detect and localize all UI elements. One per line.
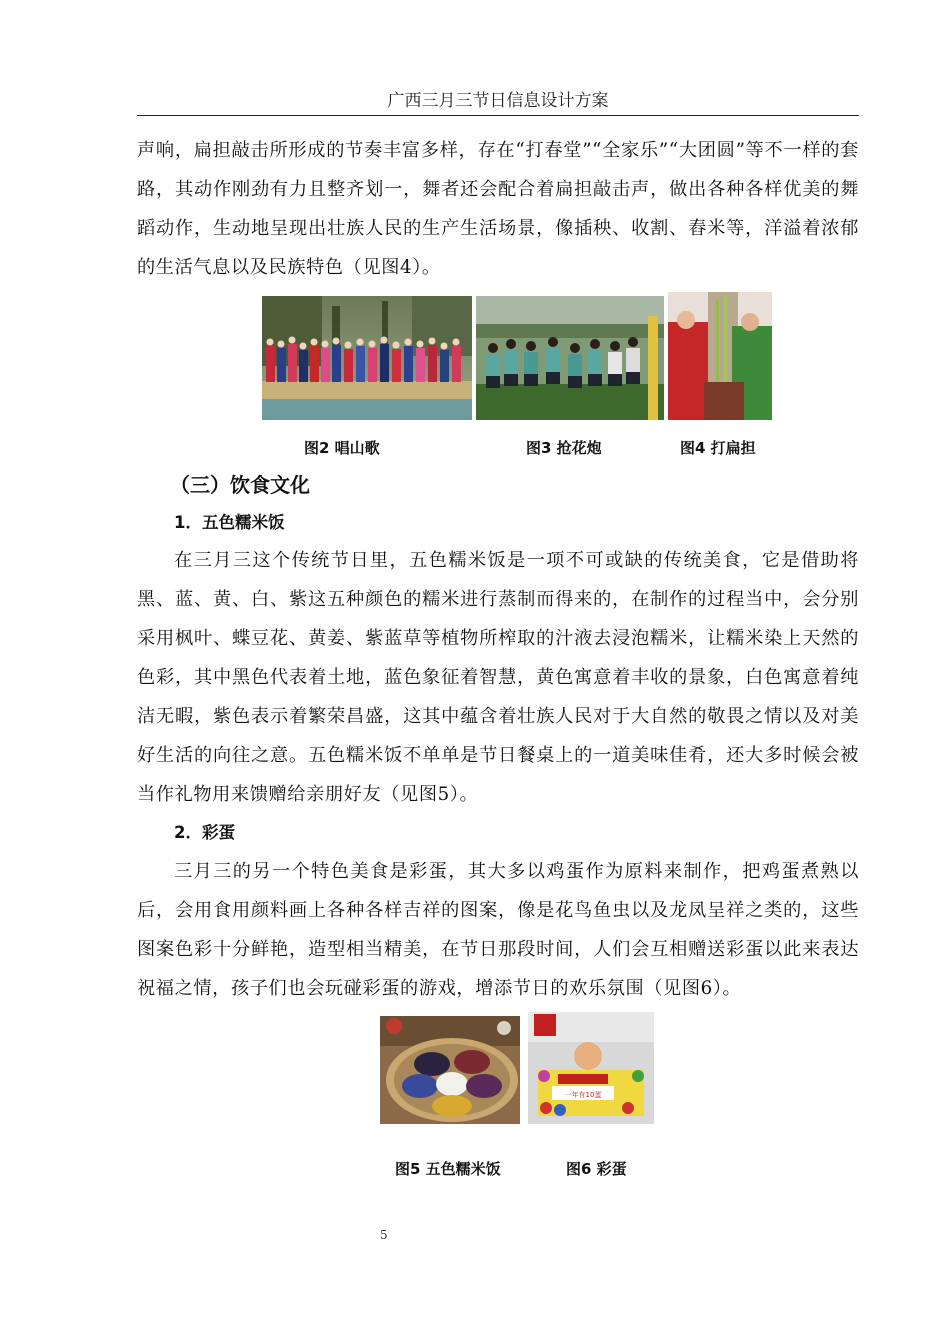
figure-caption-fig3: 图3 抢花炮 (526, 439, 602, 457)
header-rule (137, 115, 859, 116)
photo-singing (262, 296, 472, 420)
figure-caption-fig4: 图4 打扁担 (680, 439, 756, 457)
paragraph-dance: 声响，扁担敲击所形成的节奏丰富多样，存在“打春堂”“全家乐”“大团圆”等不一样的套路，其动作刚劲有力且整齐划一，舞者还会配合着扁担敲击声，做出各种各样优美的舞蹈动作，生动地呈现出壮族人民的生产生活场景，像插秧、收割、舂米等，洋溢着浓郁的生活气息以及民族特色（见图4）。 (137, 140, 859, 278)
paragraph-rice: 在三月三这个传统节日里，五色糯米饭是一项不可或缺的传统美食，它是借助将黑、蓝、黄、白、紫这五种颜色的糯米进行蒸制而得来的，在制作的过程当中，会分别采用枫叶、蝶豆花、黄姜、紫蓝草等植物所榨取的汁液去浸泡糯米，让糯米染上天然的色彩，其中黑色代表着土地，蓝色象征着智慧，黄色寓意着丰收的景象，白色寓意着纯洁无暇，紫色表示着繁荣昌盛，这其中蕴含着壮族人民对于大自然的敬畏之情以及对美好生活的向往之意。五色糯米饭不单单是节日餐桌上的一道美味佳肴，还大多时候会被当作礼物用来馈赠给亲朋好友（见图5）。 (137, 550, 859, 805)
figure-caption-fig6: 图6 彩蛋 (566, 1160, 627, 1178)
figure-caption-fig5: 图5 五色糯米饭 (395, 1160, 501, 1178)
photo-five-color-rice (380, 1016, 520, 1124)
photo-painted-eggs (528, 1012, 654, 1124)
photo-firecracker (476, 296, 664, 420)
egg-banner-text: 一年有10蛋 (564, 1091, 602, 1099)
section-heading-food: （三）饮食文化 (170, 473, 310, 497)
subheading-rice: 1．五色糯米饭 (174, 513, 285, 532)
photo-pole-dance (668, 292, 772, 420)
paragraph-eggs: 三月三的另一个特色美食是彩蛋，其大多以鸡蛋作为原料来制作，把鸡蛋煮熟以后，会用食用颜料画上各种各样吉祥的图案，像是花鸟鱼虫以及龙凤呈祥之类的，这些图案色彩十分鲜艳，造型相当精美，在节日那段时间，人们会互相赠送彩蛋以此来表达祝福之情，孩子们也会玩碰彩蛋的游戏，增添节日的欢乐氛围（见图6）。 (137, 861, 859, 999)
page-header-title: 广西三月三节日信息设计方案 (387, 91, 609, 111)
figure-caption-fig2: 图2 唱山歌 (304, 439, 380, 457)
subheading-eggs: 2．彩蛋 (174, 823, 235, 842)
page-number: 5 (380, 1228, 388, 1242)
